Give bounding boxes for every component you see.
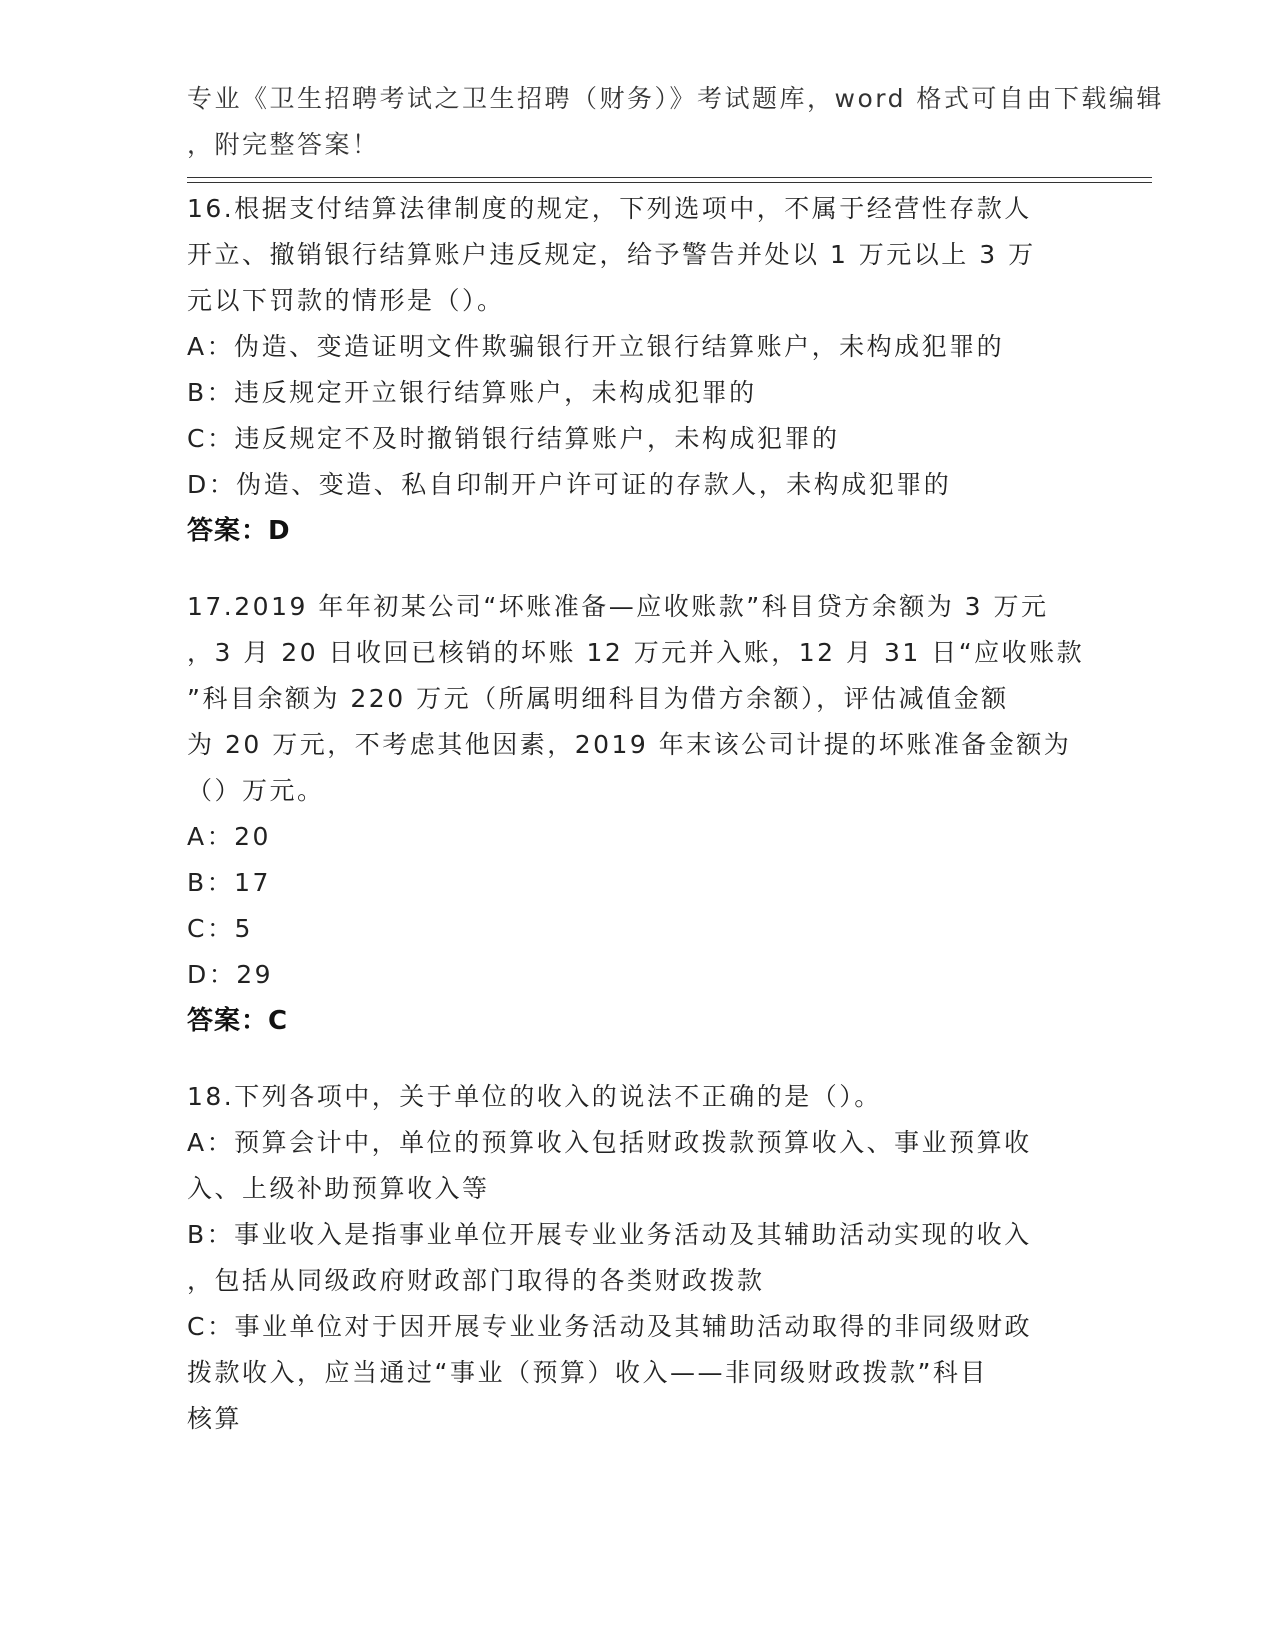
question-stem-line: 为 20 万元，不考虑其他因素，2019 年末该公司计提的坏账准备金额为 <box>187 730 1072 759</box>
question-stem-line: （）万元。 <box>187 776 325 805</box>
header-rule-bottom <box>187 182 1152 183</box>
option-a: A：预算会计中，单位的预算收入包括财政拨款预算收入、事业预算收 <box>187 1128 1032 1157</box>
option-a-continued: 入、上级补助预算收入等 <box>187 1174 490 1203</box>
option-c-continued: 拨款收入，应当通过“事业（预算）收入——非同级财政拨款”科目 <box>187 1358 988 1387</box>
option-a: A：20 <box>187 822 271 851</box>
option-b: B：事业收入是指事业单位开展专业业务活动及其辅助活动实现的收入 <box>187 1220 1032 1249</box>
option-c: C：事业单位对于因开展专业业务活动及其辅助活动取得的非同级财政 <box>187 1312 1032 1341</box>
question-stem-line: 18.下列各项中，关于单位的收入的说法不正确的是（）。 <box>187 1082 882 1111</box>
header-line: 专业《卫生招聘考试之卫生招聘（财务）》考试题库，word 格式可自由下载编辑 <box>187 84 1164 113</box>
header-line: ，附完整答案！ <box>187 130 380 159</box>
question-stem-line: 17.2019 年年初某公司“坏账准备—应收账款”科目贷方余额为 3 万元 <box>187 592 1049 621</box>
option-d: D：29 <box>187 960 274 989</box>
document-header <box>187 76 1164 168</box>
answer-label: 答案：D <box>187 516 291 546</box>
question-17 <box>187 584 1127 1044</box>
question-stem-line: ”科目余额为 220 万元（所属明细科目为借方余额），评估减值金额 <box>187 684 1009 713</box>
question-16 <box>187 186 1127 554</box>
option-b: B：违反规定开立银行结算账户，未构成犯罪的 <box>187 378 757 407</box>
option-c: C：违反规定不及时撤销银行结算账户，未构成犯罪的 <box>187 424 840 453</box>
option-d: D：伪造、变造、私自印制开户许可证的存款人，未构成犯罪的 <box>187 470 952 499</box>
answer-label: 答案：C <box>187 1006 289 1036</box>
question-stem-line: ，3 月 20 日收回已核销的坏账 12 万元并入账，12 月 31 日“应收账款 <box>187 638 1085 667</box>
question-stem-line: 开立、撤销银行结算账户违反规定，给予警告并处以 1 万元以上 3 万 <box>187 240 1036 269</box>
option-c-continued: 核算 <box>187 1404 243 1433</box>
option-c: C：5 <box>187 914 253 943</box>
question-stem-line: 元以下罚款的情形是（）。 <box>187 286 505 315</box>
question-18 <box>187 1074 1127 1442</box>
option-b-continued: ，包括从同级政府财政部门取得的各类财政拨款 <box>187 1266 765 1295</box>
header-rule-top <box>187 177 1152 178</box>
option-b: B：17 <box>187 868 271 897</box>
option-a: A：伪造、变造证明文件欺骗银行开立银行结算账户，未构成犯罪的 <box>187 332 1005 361</box>
question-stem-line: 16.根据支付结算法律制度的规定，下列选项中，不属于经营性存款人 <box>187 194 1032 223</box>
question-list <box>187 186 1127 1472</box>
